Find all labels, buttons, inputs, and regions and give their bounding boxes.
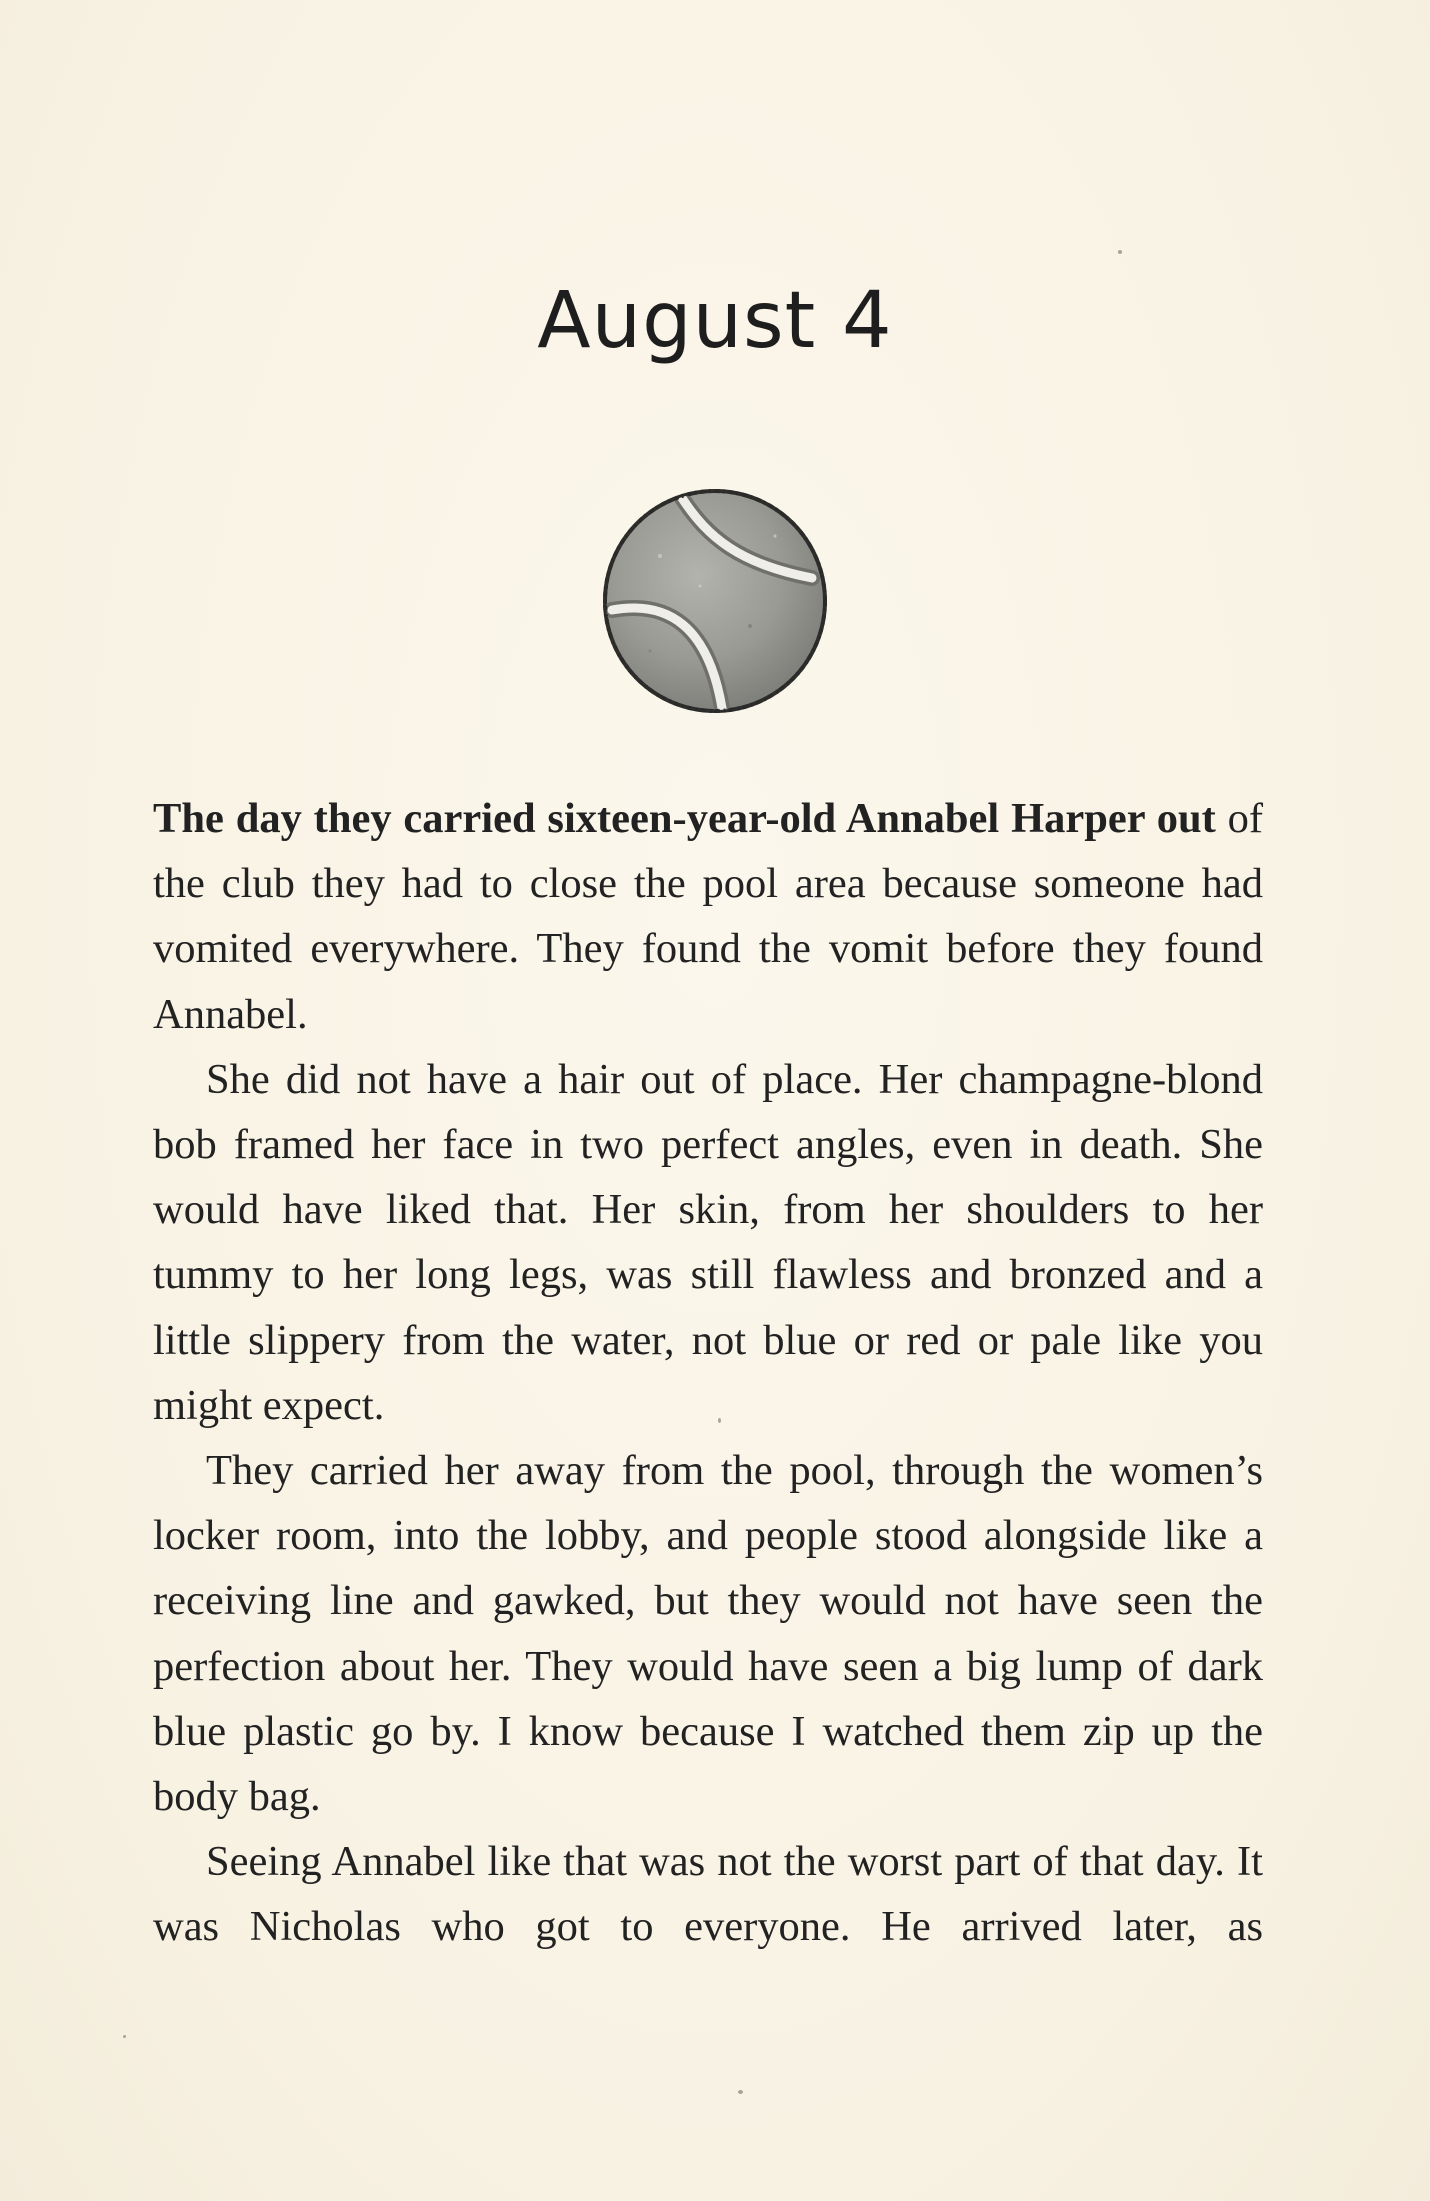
tennis-ball-icon bbox=[590, 476, 840, 726]
paper-speck bbox=[738, 2090, 743, 2094]
paragraph-1 bbox=[153, 786, 1263, 1047]
paragraph-3: They carried her away from the pool, through the women’s locker room, into the lobby, and people stood alongside like a receiving line and gawked, but they would not have seen the perfection about her. They would have seen a big lump of dark blue plastic go by. I know because I watched them zip up the body bag. bbox=[153, 1447, 1263, 1821]
paragraph-1-text: of the club they had to close the pool area because someone had vomited everywhere. They found the vomit before they found Annabel. bbox=[153, 795, 1263, 1038]
chapter-body bbox=[153, 786, 1263, 1960]
paper-speck bbox=[123, 2035, 126, 2038]
paragraph-2: She did not have a hair out of place. Her champagne-blond bob framed her face in two perfect angles, even in death. She would have liked that. Her skin, from her shoulders to her tummy to her long legs, was still flawless and bronzed and a little slippery from the water, not blue or red or pale like you might expect. bbox=[153, 1055, 1263, 1429]
paragraph-4: Seeing Annabel like that was not the worst part of that day. It was Nicholas who got to everyone. He arrived later, as bbox=[153, 1838, 1263, 1951]
chapter-title: August 4 bbox=[537, 276, 893, 366]
paper-speck bbox=[1118, 250, 1122, 254]
lead-in-text: The day they carried sixteen-year-old Annabel Harper out bbox=[153, 795, 1216, 842]
